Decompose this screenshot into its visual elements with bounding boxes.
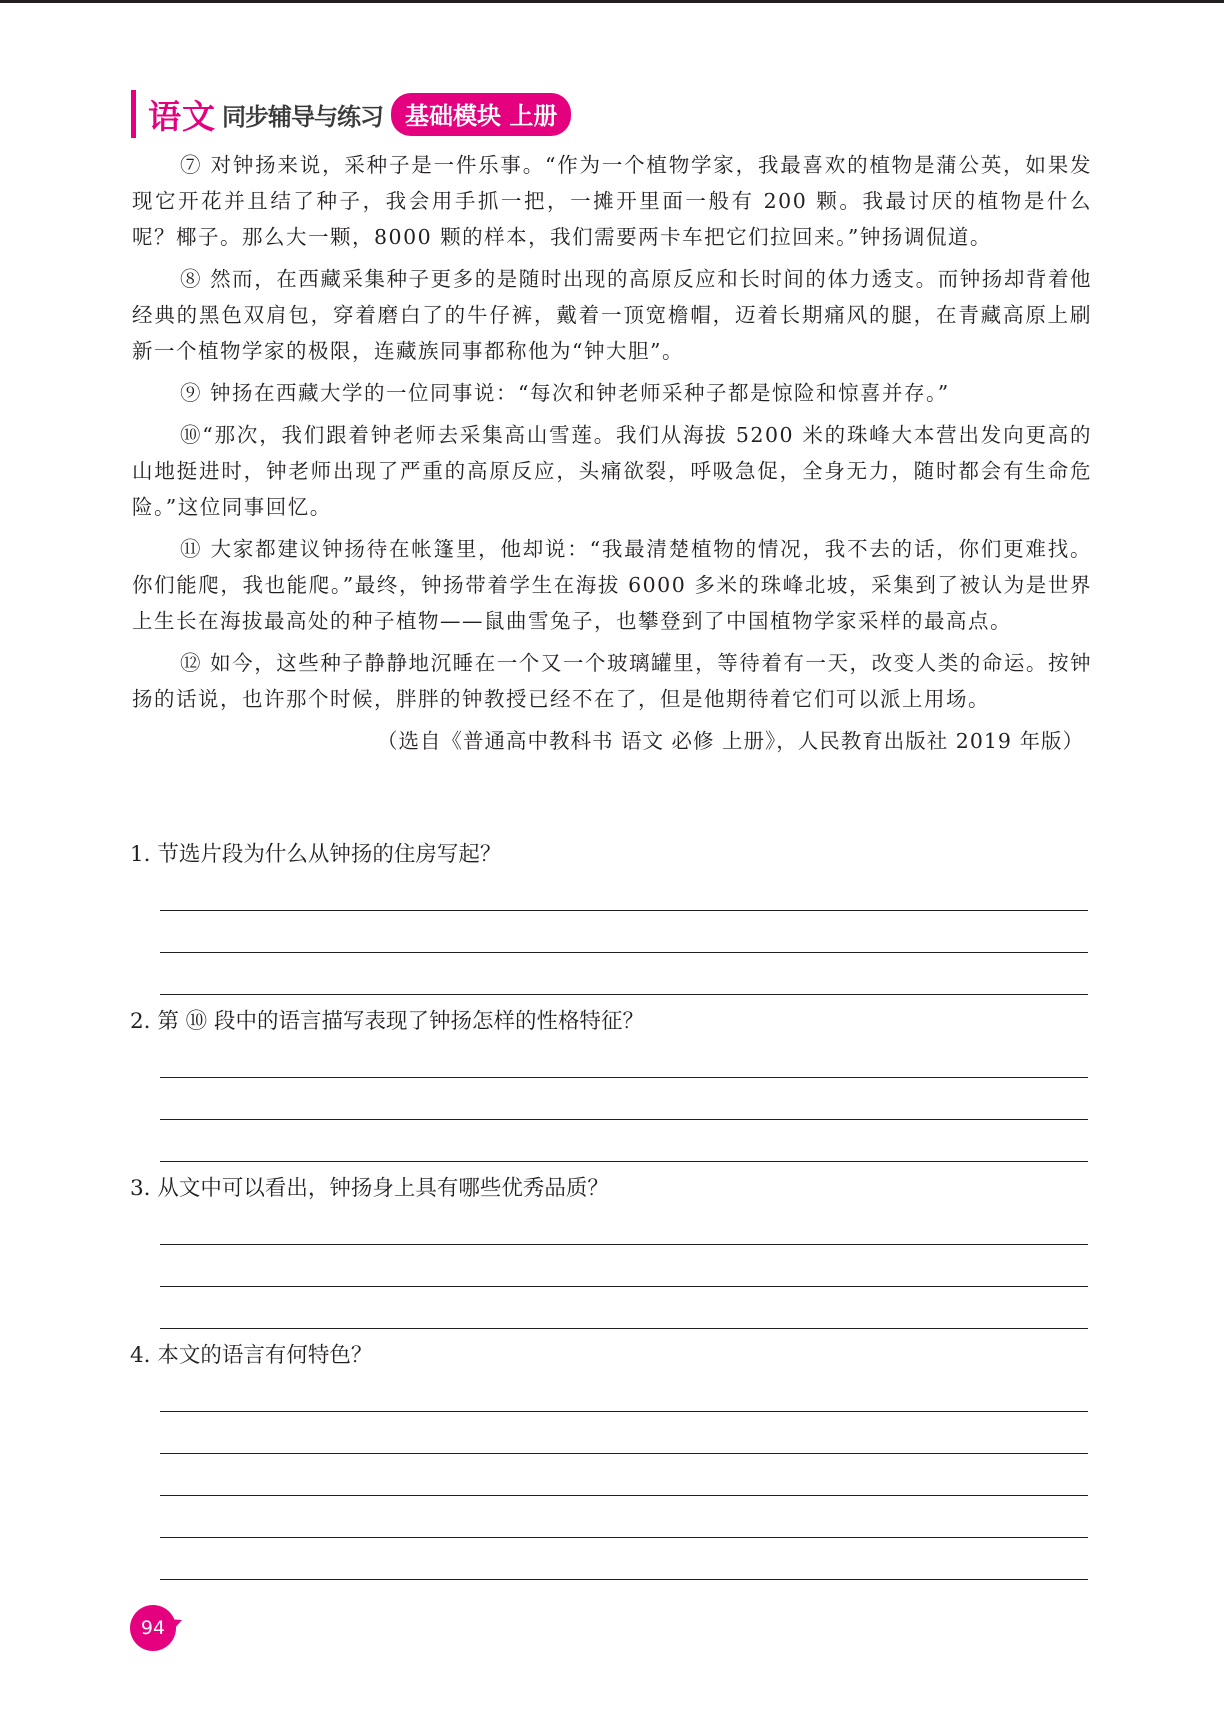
answer-line[interactable] [160, 1244, 1088, 1245]
header-subject: 语文 [148, 96, 216, 136]
answer-line[interactable] [160, 910, 1088, 911]
answer-line[interactable] [160, 1579, 1088, 1580]
question-3: 3. 从文中可以看出，钟扬身上具有哪些优秀品质？ [130, 1176, 609, 1201]
answer-line[interactable] [160, 1077, 1088, 1078]
answer-line[interactable] [160, 994, 1088, 995]
answer-line[interactable] [160, 1328, 1088, 1329]
answer-line[interactable] [160, 952, 1088, 953]
header-series-title: 同步辅导与练习 [222, 102, 383, 131]
question-4: 4. 本文的语言有何特色？ [130, 1343, 373, 1368]
answer-line[interactable] [160, 1119, 1088, 1120]
paragraph-9: ⑨ 钟扬在西藏大学的一位同事说：“每次和钟老师采种子都是惊险和惊喜并存。” [180, 381, 950, 405]
paragraph-12: ⑫ 如今，这些种子静静地沉睡在一个又一个玻璃罐里，等待着有一天，改变人类的命运。按钟扬的话说，也许那个时候，胖胖的钟教授已经不在了，但是他期待着它们可以派上用场。 [132, 651, 1092, 711]
answer-line[interactable] [160, 1161, 1088, 1162]
article-excerpt [132, 147, 1092, 759]
question-1: 1. 节选片段为什么从钟扬的住房写起？ [130, 842, 502, 867]
page-number: 94 [130, 1605, 176, 1651]
answer-line[interactable] [160, 1286, 1088, 1287]
paragraph-7: ⑦ 对钟扬来说，采种子是一件乐事。“作为一个植物学家，我最喜欢的植物是蒲公英，如果发现它开花并且结了种子，我会用手抓一把，一摊开里面一般有 200 颗。我最讨厌的植物是什么呢？椰子。那么大一颗，8000 颗的样本，我们需要两卡车把它们拉回来。”钟扬调侃道。 [132, 153, 1092, 249]
answer-line[interactable] [160, 1453, 1088, 1454]
question-2: 2. 第 ⑩ 段中的语言描写表现了钟扬怎样的性格特征？ [130, 1009, 645, 1034]
top-rule [0, 0, 1224, 3]
header-accent-bar [131, 90, 136, 138]
answer-line[interactable] [160, 1537, 1088, 1538]
answer-line[interactable] [160, 1495, 1088, 1496]
paragraph-8: ⑧ 然而，在西藏采集种子更多的是随时出现的高原反应和长时间的体力透支。而钟扬却背着他经典的黑色双肩包，穿着磨白了的牛仔裤，戴着一顶宽檐帽，迈着长期痛风的腿，在青藏高原上刷新一个植物学家的极限，连藏族同事都称他为“钟大胆”。 [132, 267, 1092, 363]
paragraph-11: ⑪ 大家都建议钟扬待在帐篷里，他却说：“我最清楚植物的情况，我不去的话，你们更难找。你们能爬，我也能爬。”最终，钟扬带着学生在海拔 6000 多米的珠峰北坡，采集到了被认为是世界上生长在海拔最高处的种子植物——鼠曲雪兔子，也攀登到了中国植物学家采样的最高点。 [132, 537, 1092, 633]
running-header [131, 90, 571, 138]
answer-line[interactable] [160, 1411, 1088, 1412]
source-citation: （选自《普通高中教科书 语文 必修 上册》，人民教育出版社 2019 年版） [376, 729, 1084, 753]
header-module-badge: 基础模块 上册 [391, 93, 571, 136]
paragraph-10: ⑩“那次，我们跟着钟老师去采集高山雪莲。我们从海拔 5200 米的珠峰大本营出发向更高的山地挺进时，钟老师出现了严重的高原反应，头痛欲裂，呼吸急促，全身无力，随时都会有生命危险。”这位同事回忆。 [132, 423, 1092, 519]
